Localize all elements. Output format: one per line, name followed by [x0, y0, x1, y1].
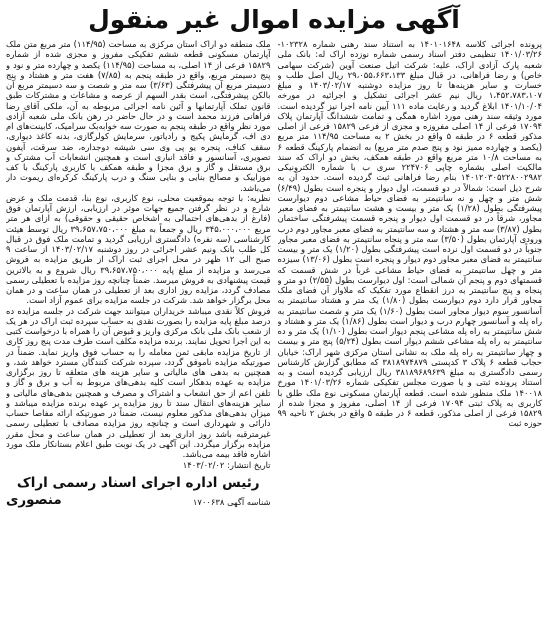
signature-row	[6, 492, 271, 508]
auction-conditions: فروش کلاً نقدی میباشد خریداران میتوانند جهت شرکت در جلسه مزایده ده درصد مبلغ پایه مزایده را بصورت نقدی به حساب سپرده ثبت اراک در هر یک از شعب بانک ملی بانک مرکزی واریز و قبوض آن را همراه با درخواست کتبی به این اجرا تحویل نمایند. برنده مزایده مکلف است طرف مدت پنج روز کاری از تاریخ مزایده مابقی ثمن معامله را به حساب فوق واریز نماید. ضمناً در صورتیکه مزایده ناموفق گردد، سپرده شرکت کنندگان مسترد خواهد شد، و همچنین به بدهی های مالیاتی و سایر هزینه های متعلقه تا روز برگزاری مزایده به عهده بدهکار است کلیه بدهی‌های مربوط به آب و برق و گاز و تلفن اعم از حق انشعاب و اشتراک و مصرف و همچنین بدهی‌های مالیاتی و سایر هزینه‌های انتقال سند تا روز مزایده بر عهده برنده مزایده میباشد و میزان بدهی‌های مذکور معلوم نیست، ضمناً در صورتیکه ارائه مفاصا حساب دارائی و شهرداری است و چنانچه روز مزایده مصادف با تعطیلی رسمی غیرمترقبه باشد روز اداری بعد از تعطیلی در همان ساعت و محل مقرر مزایده برگزار میگردد. این آگهی در یک نوبت طبق اعلام بستانکار ملک مورد اشاره فاقد بیمه می‌باشد.	[6, 305, 271, 459]
signature-title: رئیس اداره اجرای اسناد رسمی اراک	[16, 474, 260, 491]
left-column-text: ملک منطقه دو اراک استان مرکزی به مساحت (۱۱۴/۹۵) متر مربع متن ملک آپارتمان مسکونی قطعه ششم تفکیکی مفروز و مجزی شده از شماره ۱۵۸۲۹ فرعی از ۱۴ اصلی، به مساحت (۱۱۴/۹۵) یکصد و چهارده متر و نود و پنج دسیمتر مربع، واقع در طبقه پنجم به (۷/۸۵) هفت متر و هشتاد و پنج دسیمتر مربع آن پیشرفتگی (۳/۶۳) سه متر و شصت و سه دسیمتر مربع آن بالکن پیشرفتگی، است بقدر السهم از عرصه و مشاعات و مشترکات طبق قانون تملک آپارتمانها و آئین نامه اجرائی مربوطه به آن، ملکی آقای رضا فراهانی فرزند محمد است و در حال حاضر در رهن بانک ملی شعبه آزادی مورد نظر واقع در طبقه پنجم به صورت سه خوابه‌بک سرامیک، کابینت‌های ام دی اف، گرمایش پکیج و رادیاتور، سرمایش کولرگازی، بدنه کاغذ دیواری، سقف کناف، پنجره یو پی وی سی شیشه دوجداره، ضد سرقت، آیفون تصویری، آسانسور و فاقد انباری است و همچنین انشعابات آب مشترک و برق مستقل و گاز و برق مجزا و طبقه همکف با کاربری پارکینگ با کف موزاییک و مصالح بنایی و بنایی سنگ و درب پارکینگ کرکره‌ای ریموت دار می‌باشد.	[6, 39, 271, 193]
signatory-name: منصوری	[6, 491, 62, 508]
right-column	[278, 39, 543, 624]
ad-title: آگهی مزایده اموال غیر منقول	[88, 5, 460, 34]
publish-date: تاریخ انتشار: ۱۴۰۳/۰۲/۰۲	[182, 460, 271, 471]
ad-columns	[6, 39, 542, 624]
appraisal-opinion: نظریه: با توجه بموقعیت محلی، نوع کاربری، نوع بنا، قدمت ملک و عرض شارع و در نظر گرفتن جمیع جهات موثر در ارزیابی، ارزش آپارتمان فوق (فارغ از بدهی‌های احتمالی به اشخاص حقیقی و حقوقی) به ازای هر متر مربع ۳۴۵،۰۰۰،۰۰۰ ریال و جمعاً به مبلغ ۳۹،۶۵۷،۷۵۰،۰۰۰ ریال توسط هیئت کارشناسی (سه نفره) دادگستری ارزیابی گردید و تمامت ملک فوق در قبال کل طلب بانک ونیم عشر اجرائی در روز دوشنبه ۱۴۰۳/۰۲/۱۷ از ساعت ۹ صبح الی ۱۲ ظهر در محل اجرای ثبت اراک از طریق مزایده به فروش می‌رسد و مزایده از مبلغ پایه ۳۹،۶۵۷،۷۵۰،۰۰۰ ریال شروع و به بالاترین قیمت پیشنهادی به فروش میرسد. ضمناً چنانچه روز مزایده با تعطیلی رسمی مصادف گردد، مزایده روز اداری بعد از تعطیلی در همان ساعت و در همان محل برگزار خواهد شد. شرکت در جلسه مزایده برای عموم آزاد است.	[6, 192, 271, 306]
ad-id: شناسه آگهی ۱۷۰۰۶۳۸	[192, 497, 271, 508]
left-column	[6, 39, 271, 624]
right-column-text: پرونده اجرائی کلاسه ۱۴۰۱۰۱۶۴۸ به استناد سند رهنی شماره ۱۰۲۳۲۸- ۱۴۰۱/۰۳/۲۶ تنظیمی دفتر اسناد رسمی شماره نوزده اراک له: بانک ملی شعبه پارک آزادی اراک، علیه: شرکت اتیل صنعت آوین (شرکت سهامی خاص) و رضا فراهانی، در قبال مبلغ ۲۹،۰۵۵،۶۶۳،۱۳۳ ریال اصل طلب و خسارت و سایر هزینه‌ها تا روز مزایده دوشنبه ۱۴۰۳/۰۲/۱۷ و مبلغ ۱،۴۵۲،۷۸۳،۱۰۷ ریال نیم عشر اجرائی تشکیل و اجرائیه در مورخه ۱۴۰۱/۱۰/۰۴ ابلاغ گردید و رعایت ماده ۱۱۱ آیین نامه اجرا نیز گردیده است. مورد وثیقه سند رهنی مورد اشاره همگی و تمامت ششدانگ آپارتمان پلاک ۱۷۰۹۴ فرعی از ۱۴ اصلی مفروزه و مجزی از فرعی ۱۵۸۲۹ فرعی از اصلی مذکور قطعه ۶ در طبقه ۵ واقع در بخش ۲ به مساحت ۱۱۴/۹۵ متر مربع (یکصد و چهارده ممیز نود و پنج صدم متر مربع) به انضمام پارکینگ قطعه ۶ به مساحت ۱۰/۸ متر مربع واقع در طبقه همکف، بخش دو اراک که سند مالکیت اصلی بشماره چاپی ۲۲۴۷۰۶ سری ب با شماره الکترونیکی ۱۴۰۱۲۰۳۰۵۲۲۸۰۰۲۹۸۲ بنام رضا فراهانی ثبت گردیده است. حدود آن به شرح ذیل است: شمالاً در دو قسمت، اول دیوار و پنجره است بطول (۶/۴۹) شش متر و چهل و نه سانتیمتر به فضای حیاط مشاعی دوم دیوارست پیشرفتگی بطول (۱/۲۸) یک متر و بیست و هشت سانتیمتر به فضای معبر مجاور، شرقاً در دو قسمت اول دیوار و پنجره قسمت پیشرفتگی ساختمان بطول (۳/۸۷) سه متر و هشتاد و سه سانتیمتر به فضای معبر مجاور دوم درب ورودی آپارتمان بطول (۳/۵۰) سه متر و پنجاه سانتیمتر به فضای معبر مجاور جنوباً در دو قسمت اول نرده است پیشرفتگی بطول (۱/۲۰) یک متر و بیست سانتیمتر به فضای معبر مجاور دوم دیوار و پنجره است بطول (۱۳/۰۶) سیزده متر و چهل سانتیمتر به فضای حیاط مشاعی غرباً در شش قسمت که قسمتهای دوم و پنجم آن شمالی است: اول دیوارست بطول (۲/۵۵) دو متر و پنجاه و پنج سانتیمتر به درز انقطاع مورد تفکیک که ملاواز آن فضای ملک مجاور قرار دارد دوم دیوارست بطول (۱/۸۰) یک متر و هشتاد سانتیمتر به آسانسور سوم دیوار مجاور است بطول (۱/۶۰) یک متر و شصت سانتیمتر به راه پله و آسانسور چهارم درب و دیوار است بطول (۱/۸۶) یک متر و هشتاد و شش سانتیمتر به راه پله مشاعی پنجم دیوار است بطول (۱/۱۰) یک متر و ده سانتیمتر به راه پله مشاعی ششم دیوار است بطول (۵/۲۴) پنج متر و بیست و چهار سانتیمتر به راه پله ملک به نشانی استان مرکزی شهر اراک: خیابان حجاب قطعه ۶ پلاک ۳ کدپستی ۳۸۱۸۹۷۴۸۷۹ که مطابق گزارش کارشناس رسمی دادگستری به مبلغ ۳۸۱۸۹۶۸۹۶۳۹ ریال ارزیابی گردیده است و به استناد پرونده ثبتی و یا صورت مجلس تفکیکی شماره ۱۴۰۱/۰۳/۲۶ مورخ ۱۴۰۰۱۸ ملک منظور شده است. قطعه آپارتمان مسکونی نوع ملک طلق با کاربری به پلاک ثبتی ۱۷۰۹۴ فرعی از ۱۴ اصلی، مفروز و مجزا شده از ۱۵۸۲۹ فرعی از اصلی مذکور، قطعه ۶ در طبقه ۵ واقع در بخش ۲ ناحیه ۹۹ حوزه ثبت	[277, 39, 542, 429]
